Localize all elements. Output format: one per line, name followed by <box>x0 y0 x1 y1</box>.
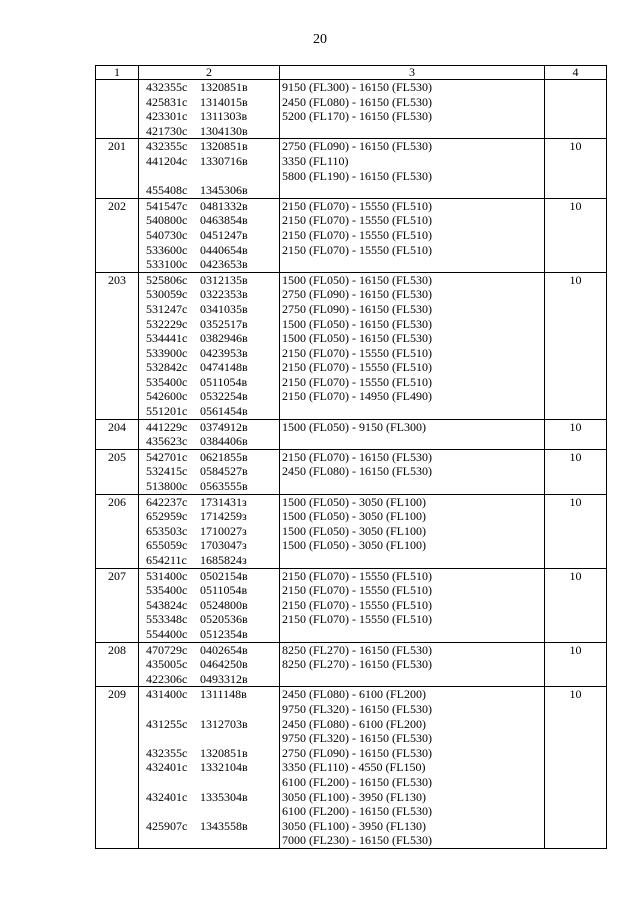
altitude-range: 2150 (FL070) - 16150 (FL530) <box>282 449 432 464</box>
longitude: 1314015в <box>200 94 248 109</box>
altitude-levels-cell <box>280 687 545 849</box>
latitude: 422306с <box>146 671 188 686</box>
zone-number: 209 <box>96 687 139 849</box>
zone-number: 206 <box>96 494 139 568</box>
coordinate-point <box>141 302 277 317</box>
altitude-levels-cell <box>280 419 545 449</box>
coordinate-point <box>141 124 277 139</box>
longitude: 1703047з <box>200 538 247 553</box>
longitude: 0322353в <box>200 287 248 302</box>
longitude: 1335304в <box>200 789 248 804</box>
altitude-range: 1500 (FL050) - 9150 (FL300) <box>282 419 426 434</box>
latitude: 432355с <box>146 139 188 154</box>
latitude: 435005с <box>146 657 188 672</box>
altitude-range: 2150 (FL070) - 15550 (FL510) <box>282 198 432 213</box>
longitude: 0511054в <box>200 583 248 598</box>
longitude: 0584527в <box>200 464 248 479</box>
coordinate-point <box>141 169 277 184</box>
altitude-range: 7000 (FL230) - 16150 (FL530) <box>282 833 432 848</box>
latitude: 421730с <box>146 123 188 138</box>
coordinate-point <box>141 657 277 672</box>
altitude-range: 3350 (FL110) - 4550 (FL150) <box>282 760 426 775</box>
coordinate-point <box>141 213 277 228</box>
latitude: 535400с <box>146 374 188 389</box>
coordinate-point <box>141 583 277 598</box>
latitude: 455408с <box>146 183 188 198</box>
coordinate-point <box>141 375 277 390</box>
coordinate-point <box>141 760 277 775</box>
header-col-2: 2 <box>139 66 280 80</box>
zone-number: 204 <box>96 419 139 449</box>
coordinates-cell <box>139 494 280 568</box>
latitude: 531247с <box>146 301 188 316</box>
table-row <box>96 198 607 272</box>
latitude: 553348с <box>146 612 188 627</box>
longitude: 1332104в <box>200 760 248 775</box>
latitude: 551201с <box>146 404 188 419</box>
altitude-range: 2150 (FL070) - 15550 (FL510) <box>282 568 432 583</box>
col4-value <box>545 80 607 139</box>
longitude: 1311303в <box>200 109 248 124</box>
table-row <box>96 80 607 139</box>
longitude: 0382946в <box>200 331 248 346</box>
coordinates-cell <box>139 568 280 642</box>
altitude-levels-cell <box>280 272 545 419</box>
longitude: 0374912в <box>200 419 248 434</box>
longitude: 0423653в <box>200 257 248 272</box>
coordinate-point <box>141 273 277 288</box>
latitude: 425907с <box>146 818 188 833</box>
latitude: 431255с <box>146 716 188 731</box>
longitude: 1304130в <box>200 123 248 138</box>
altitude-range: 3050 (FL100) - 3950 (FL130) <box>282 789 426 804</box>
longitude: 1312703в <box>200 716 248 731</box>
coordinate-point <box>141 775 277 790</box>
latitude: 432355с <box>146 745 188 760</box>
latitude: 432401с <box>146 789 188 804</box>
coordinate-point <box>141 731 277 746</box>
altitude-range: 2150 (FL070) - 15550 (FL510) <box>282 583 432 598</box>
longitude: 0402654в <box>200 642 248 657</box>
longitude: 1731431з <box>200 494 247 509</box>
col4-value: 10 <box>545 568 607 642</box>
table-row <box>96 568 607 642</box>
altitude-range: 2450 (FL080) - 6100 (FL200) <box>282 687 426 702</box>
latitude: 435623с <box>146 434 188 449</box>
altitude-levels-cell <box>280 198 545 272</box>
longitude: 0512354в <box>200 626 248 641</box>
longitude: 0341035в <box>200 301 248 316</box>
latitude: 441204с <box>146 153 188 168</box>
latitude: 531400с <box>146 568 188 583</box>
page-number: 20 <box>313 32 327 47</box>
longitude: 1311148в <box>200 687 247 702</box>
altitude-range: 8250 (FL270) - 16150 (FL530) <box>282 657 432 672</box>
latitude: 423301с <box>146 109 188 124</box>
altitude-range: 2750 (FL090) - 16150 (FL530) <box>282 287 432 302</box>
coordinate-point <box>141 672 277 687</box>
col4-value: 10 <box>545 272 607 419</box>
longitude: 1343558в <box>200 818 248 833</box>
latitude: 655059с <box>146 538 188 553</box>
coordinate-point <box>141 80 277 95</box>
coordinate-point <box>141 154 277 169</box>
coordinate-point <box>141 464 277 479</box>
col4-value: 10 <box>545 449 607 494</box>
altitude-range: 2150 (FL070) - 15550 (FL510) <box>282 360 432 375</box>
header-col-3: 3 <box>280 66 545 80</box>
longitude: 0384406в <box>200 434 248 449</box>
latitude: 535400с <box>146 583 188 598</box>
latitude: 532415с <box>146 464 188 479</box>
longitude: 0352517в <box>200 316 248 331</box>
zone-number: 201 <box>96 139 139 198</box>
latitude: 470729с <box>146 642 188 657</box>
latitude: 533100с <box>146 257 188 272</box>
longitude: 0511054в <box>200 374 248 389</box>
longitude: 1330716в <box>200 153 248 168</box>
coordinate-point <box>141 346 277 361</box>
coordinate-point <box>141 687 277 702</box>
altitude-levels-cell <box>280 494 545 568</box>
coordinates-cell <box>139 198 280 272</box>
altitude-range: 2150 (FL070) - 15550 (FL510) <box>282 597 432 612</box>
longitude: 1685824з <box>200 553 247 567</box>
altitude-range <box>282 553 542 568</box>
latitude: 540800с <box>146 213 188 228</box>
coordinates-cell <box>139 449 280 494</box>
coordinate-point <box>141 717 277 732</box>
altitude-range: 6100 (FL200) - 16150 (FL530) <box>282 774 432 789</box>
altitude-levels-cell <box>280 139 545 198</box>
coordinate-point <box>141 420 277 435</box>
longitude: 0423953в <box>200 345 248 360</box>
coordinates-cell <box>139 419 280 449</box>
longitude: 0312135в <box>200 272 248 287</box>
latitude: 530059с <box>146 287 188 302</box>
longitude: 0561454в <box>200 404 248 419</box>
latitude: 532229с <box>146 316 188 331</box>
altitude-range: 2150 (FL070) - 15550 (FL510) <box>282 374 432 389</box>
coordinate-point <box>141 257 277 272</box>
latitude: 542600с <box>146 389 188 404</box>
coordinate-point <box>141 702 277 717</box>
coordinate-point <box>141 183 277 198</box>
longitude: 0440654в <box>200 242 248 257</box>
coordinate-point <box>141 804 277 819</box>
latitude: 541547с <box>146 198 188 213</box>
altitude-levels-cell <box>280 642 545 687</box>
coordinates-cell <box>139 642 280 687</box>
coordinate-point <box>141 95 277 110</box>
table-row <box>96 687 607 849</box>
altitude-range: 2150 (FL070) - 15550 (FL510) <box>282 345 432 360</box>
altitude-range: 1500 (FL050) - 16150 (FL530) <box>282 331 432 346</box>
coordinate-point <box>141 746 277 761</box>
altitude-range <box>282 124 542 139</box>
latitude: 425831с <box>146 94 188 109</box>
altitude-range: 2750 (FL090) - 16150 (FL530) <box>282 745 432 760</box>
coordinate-point <box>141 404 277 419</box>
table-row <box>96 419 607 449</box>
coordinates-cell <box>139 687 280 849</box>
longitude: 1320851в <box>200 139 248 154</box>
altitude-range <box>282 183 542 198</box>
altitude-range: 2450 (FL080) - 16150 (FL530) <box>282 464 432 479</box>
altitude-range: 3050 (FL100) - 3950 (FL130) <box>282 818 426 833</box>
coordinate-point <box>141 627 277 642</box>
coordinate-point <box>141 450 277 465</box>
longitude: 0520536в <box>200 612 248 627</box>
zone-number: 205 <box>96 449 139 494</box>
latitude: 513800с <box>146 479 188 494</box>
table-row <box>96 139 607 198</box>
coordinate-point <box>141 598 277 613</box>
altitude-range: 2750 (FL090) - 16150 (FL530) <box>282 301 432 316</box>
altitude-range: 2150 (FL070) - 15550 (FL510) <box>282 612 432 627</box>
coordinate-point <box>141 612 277 627</box>
altitude-range: 2150 (FL070) - 15550 (FL510) <box>282 227 432 242</box>
altitude-range: 5200 (FL170) - 16150 (FL530) <box>282 109 432 124</box>
longitude: 0502154в <box>200 568 248 583</box>
coordinate-point <box>141 317 277 332</box>
coordinate-point <box>141 199 277 214</box>
latitude: 432401с <box>146 760 188 775</box>
table-row <box>96 272 607 419</box>
altitude-range: 9150 (FL300) - 16150 (FL530) <box>282 80 432 94</box>
latitude: 534441с <box>146 331 188 346</box>
airspace-table <box>95 65 607 849</box>
longitude: 1714259з <box>200 509 247 524</box>
latitude: 525806с <box>146 272 188 287</box>
header-col-1: 1 <box>96 66 139 80</box>
altitude-range: 2150 (FL070) - 14950 (FL490) <box>282 389 432 404</box>
latitude: 543824с <box>146 597 188 612</box>
latitude: 652959с <box>146 509 188 524</box>
col4-value: 10 <box>545 687 607 849</box>
col4-value: 10 <box>545 198 607 272</box>
table-header-row <box>96 66 607 80</box>
latitude: 431400с <box>146 687 188 702</box>
coordinate-point <box>141 833 277 848</box>
altitude-range: 8250 (FL270) - 16150 (FL530) <box>282 642 432 657</box>
col4-value: 10 <box>545 139 607 198</box>
altitude-range: 2150 (FL070) - 15550 (FL510) <box>282 242 432 257</box>
altitude-levels-cell <box>280 80 545 139</box>
col4-value: 10 <box>545 494 607 568</box>
longitude: 1320851в <box>200 80 248 94</box>
table-row <box>96 642 607 687</box>
coordinate-point <box>141 243 277 258</box>
altitude-range: 9750 (FL320) - 16150 (FL530) <box>282 701 432 716</box>
longitude: 0621855в <box>200 449 248 464</box>
latitude: 654211с <box>146 553 187 567</box>
coordinate-point <box>141 643 277 658</box>
coordinates-cell <box>139 272 280 419</box>
latitude: 533900с <box>146 345 188 360</box>
altitude-range: 1500 (FL050) - 3050 (FL100) <box>282 509 426 524</box>
coordinate-point <box>141 509 277 524</box>
coordinate-point <box>141 139 277 154</box>
coordinate-point <box>141 790 277 805</box>
altitude-levels-cell <box>280 449 545 494</box>
coordinate-point <box>141 228 277 243</box>
zone-number: 203 <box>96 272 139 419</box>
altitude-range: 2750 (FL090) - 16150 (FL530) <box>282 139 432 154</box>
altitude-range: 1500 (FL050) - 3050 (FL100) <box>282 523 426 538</box>
longitude: 0464250в <box>200 657 248 672</box>
altitude-range: 2450 (FL080) - 6100 (FL200) <box>282 716 426 731</box>
longitude: 1345306в <box>200 183 248 198</box>
altitude-range: 3350 (FL110) <box>282 153 349 168</box>
longitude: 0493312в <box>200 671 248 686</box>
longitude: 0532254в <box>200 389 248 404</box>
altitude-range: 2450 (FL080) - 16150 (FL530) <box>282 94 432 109</box>
longitude: 0563555в <box>200 479 248 494</box>
longitude: 0474148в <box>200 360 248 375</box>
zone-number: 207 <box>96 568 139 642</box>
zone-number <box>96 80 139 139</box>
coordinate-point <box>141 569 277 584</box>
coordinate-point <box>141 538 277 553</box>
coordinate-point <box>141 479 277 494</box>
coordinate-point <box>141 360 277 375</box>
table-row <box>96 494 607 568</box>
longitude: 0463854в <box>200 213 248 228</box>
latitude: 432355с <box>146 80 188 94</box>
latitude: 532842с <box>146 360 188 375</box>
col4-value: 10 <box>545 419 607 449</box>
altitude-range <box>282 404 542 419</box>
altitude-range: 5800 (FL190) - 16150 (FL530) <box>282 168 432 183</box>
coordinate-point <box>141 389 277 404</box>
table-row <box>96 449 607 494</box>
altitude-range <box>282 672 542 687</box>
zone-number: 208 <box>96 642 139 687</box>
coordinate-point <box>141 495 277 510</box>
coordinate-point <box>141 287 277 302</box>
altitude-levels-cell <box>280 568 545 642</box>
col4-value: 10 <box>545 642 607 687</box>
latitude: 533600с <box>146 242 188 257</box>
altitude-range: 1500 (FL050) - 3050 (FL100) <box>282 538 426 553</box>
coordinate-point <box>141 524 277 539</box>
latitude: 642237с <box>146 494 188 509</box>
header-col-4: 4 <box>545 66 607 80</box>
longitude: 1710027з <box>200 523 247 538</box>
altitude-range: 6100 (FL200) - 16150 (FL530) <box>282 804 432 819</box>
zone-number: 202 <box>96 198 139 272</box>
coordinate-point <box>141 109 277 124</box>
altitude-range <box>282 434 542 449</box>
longitude: 0481332в <box>200 198 248 213</box>
latitude: 542701с <box>146 449 188 464</box>
coordinate-point <box>141 331 277 346</box>
altitude-range: 2150 (FL070) - 15550 (FL510) <box>282 213 432 228</box>
coordinates-cell <box>139 139 280 198</box>
latitude: 441229с <box>146 419 188 434</box>
latitude: 540730с <box>146 227 188 242</box>
altitude-range <box>282 627 542 642</box>
coordinate-point <box>141 553 277 568</box>
longitude: 1320851в <box>200 745 248 760</box>
longitude: 0451247в <box>200 227 248 242</box>
altitude-range <box>282 479 542 494</box>
latitude: 554400с <box>146 626 188 641</box>
altitude-range: 1500 (FL050) - 16150 (FL530) <box>282 272 432 287</box>
coordinates-cell <box>139 80 280 139</box>
coordinate-point <box>141 434 277 449</box>
altitude-range: 9750 (FL320) - 16150 (FL530) <box>282 731 432 746</box>
longitude: 0524800в <box>200 597 248 612</box>
latitude: 653503с <box>146 523 188 538</box>
altitude-range <box>282 257 542 272</box>
altitude-range: 1500 (FL050) - 3050 (FL100) <box>282 494 426 509</box>
altitude-range: 1500 (FL050) - 16150 (FL530) <box>282 316 432 331</box>
coordinate-point <box>141 819 277 834</box>
